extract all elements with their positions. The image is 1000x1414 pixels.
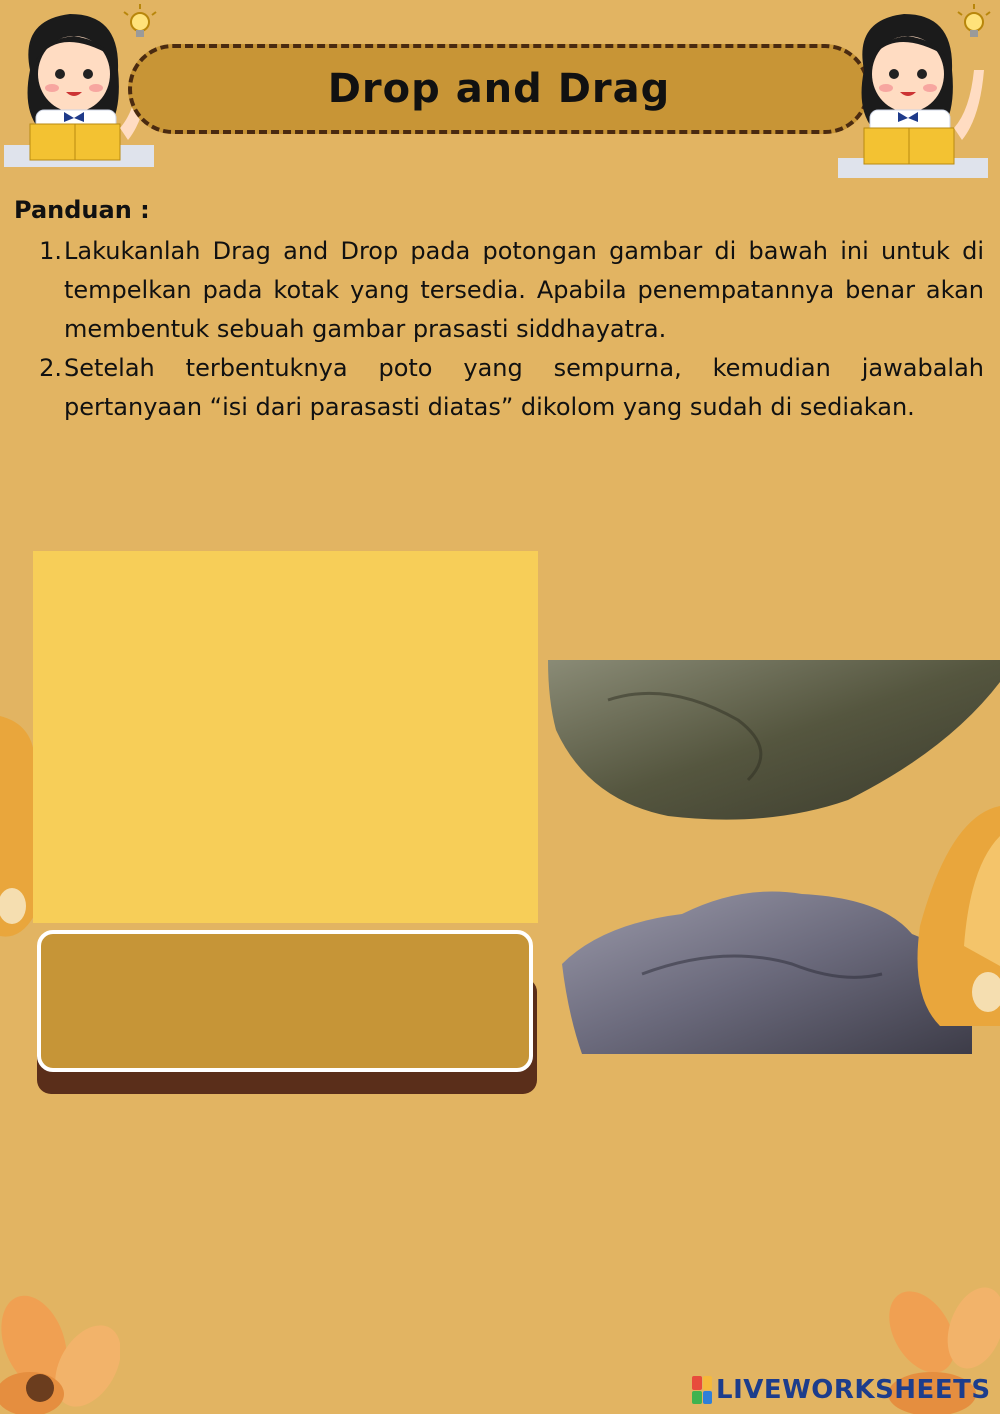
liveworksheets-logo bbox=[692, 1372, 991, 1408]
stone-piece-top[interactable] bbox=[548, 660, 1000, 830]
flower-icon bbox=[910, 806, 1000, 1036]
step-number: 1. bbox=[39, 237, 62, 265]
title-banner bbox=[128, 44, 870, 134]
step-text: Setelah terbentuknya poto yang sempurna, kemudian jawabalah pertanyaan “isi dari parasasti diatas” dikolom yang sudah di sediakan. bbox=[64, 354, 984, 421]
logo-badge-icon bbox=[692, 1376, 712, 1404]
instructions-list bbox=[30, 232, 984, 427]
step-number: 2. bbox=[39, 354, 62, 382]
page-title: Drop and Drag bbox=[327, 66, 671, 112]
step-text: Lakukanlah Drag and Drop pada potongan gambar di bawah ini untuk di tempelkan pada kotak yang tersedia. Apabila penempatannya benar akan membentuk sebuah gambar prasasti siddhayatra. bbox=[64, 237, 984, 343]
logo-text: LIVEWORKSHEETS bbox=[716, 1375, 991, 1405]
instruction-step bbox=[30, 349, 984, 427]
flower-icon bbox=[0, 1282, 120, 1414]
lightbulb-icon bbox=[958, 4, 990, 37]
girl-reading-icon bbox=[834, 0, 994, 180]
instruction-step bbox=[30, 232, 984, 349]
image-drop-zone[interactable] bbox=[33, 551, 538, 923]
instructions-heading: Panduan : bbox=[14, 196, 150, 224]
answer-field-container bbox=[33, 926, 545, 1102]
answer-input[interactable] bbox=[37, 930, 533, 1072]
lightbulb-icon bbox=[124, 4, 156, 37]
